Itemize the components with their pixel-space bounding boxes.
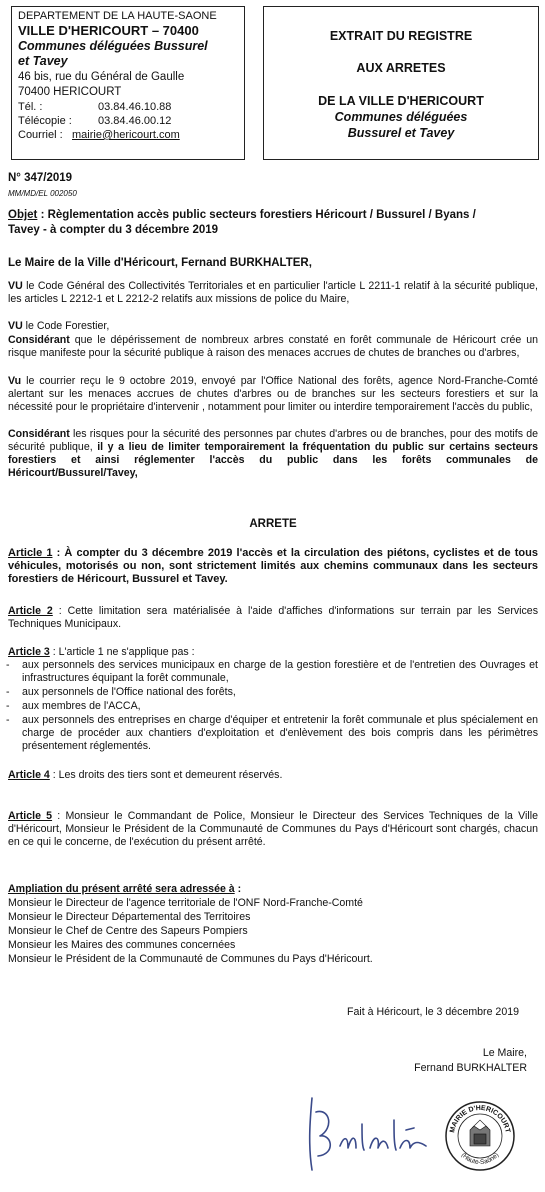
reference-code: MM/MD/EL 002050 [8, 189, 77, 198]
distribution-recipient: Monsieur le Directeur de l'agence territoriale de l'ONF Nord-Franche-Comté [8, 897, 363, 909]
register-extract-box [263, 6, 539, 160]
list-dash: - [6, 700, 10, 712]
article-3-text: : L'article 1 ne s'applique pas : [49, 646, 195, 658]
register-title-line4: Communes déléguées [334, 110, 468, 124]
email-link[interactable]: mairie@hericourt.com [72, 129, 180, 141]
signatory-name: Fernand BURKHALTER [414, 1062, 527, 1074]
considerant-keyword: Considérant [8, 428, 70, 440]
signatory-role: Le Maire, [482, 1047, 527, 1059]
article-4 [8, 769, 538, 782]
article-3-label: Article 3 [8, 646, 50, 658]
article-1-label: Article 1 [8, 547, 53, 559]
phone-value: 03.84.46.10.88 [98, 101, 172, 113]
distribution-heading [8, 883, 538, 896]
subject-label: Objet [8, 209, 38, 221]
article-5-text: : Monsieur le Commandant de Police, Monsieur le Directeur des Services Techniques de la Ville d'Héricourt, Monsieur le Président de la Communauté de Communes du Pays d'Héricourt sont chargés, chacun en ce qui le concerne, de l'exécution du présent arrêté. [8, 810, 538, 848]
city-name: VILLE D'HERICOURT – 70400 [18, 23, 199, 38]
exemption-item: aux membres de l'ACCA, [22, 700, 141, 712]
subject-text1: : Règlementation accès public secteurs forestiers Héricourt / Bussurel / Byans / [37, 209, 476, 221]
article-5 [8, 810, 538, 849]
delegated-communes-line1: Communes déléguées Bussurel [18, 39, 208, 53]
distribution-title: Ampliation du présent arrêté sera adressée à [8, 883, 235, 895]
preamble-vu-forestier [8, 320, 538, 333]
mayor-intro: Le Maire de la Ville d'Héricourt, Fernand BURKHALTER, [8, 257, 312, 269]
seal-top-text: MAIRIE D'HERICOURT [449, 1104, 511, 1134]
distribution-recipient: Monsieur le Chef de Centre des Sapeurs Pompiers [8, 925, 248, 937]
preamble-vu-courrier [8, 375, 538, 414]
article-4-label: Article 4 [8, 769, 50, 781]
phone-label: Tél. : [18, 101, 43, 113]
register-title-line3: DE LA VILLE D'HERICOURT [318, 94, 484, 108]
register-title-line1: EXTRAIT DU REGISTRE [329, 29, 473, 43]
address-line2: 70400 HERICOURT [18, 86, 122, 98]
municipality-header-box [11, 6, 245, 160]
article-1 [8, 547, 538, 586]
distribution-recipient: Monsieur les Maires des communes concernées [8, 939, 236, 951]
subject-line1 [8, 209, 538, 222]
preamble-vu-cgct [8, 280, 538, 306]
subject-line2: Tavey - à compter du 3 décembre 2019 [8, 224, 219, 236]
vu-courrier-text: le courrier reçu le 9 octobre 2019, envoyé par l'Office National des forêts, agence Nord-Franche-Comté alertant sur les menaces accrues de chutes d'arbres ou de branches sur les secteurs forestiers et sur la nécessité pour le propriétaire d'intervenir , notamment pour limiter ou interdire temporairement l'accès du public, [8, 375, 538, 413]
article-2-label: Article 2 [8, 605, 53, 617]
list-dash: - [6, 714, 10, 726]
seal-emblem [470, 1120, 490, 1146]
fax-value: 03.84.46.00.12 [98, 115, 172, 127]
official-stamp-seal [444, 1100, 516, 1172]
distribution-recipient: Monsieur le Président de la Communauté de Communes du Pays d'Héricourt. [8, 953, 373, 965]
vu-cgct-text: le Code Général des Collectivités Territoriales et en particulier l'article L 2211-1 relatif à la sécurité publique, les articles L 2212-1 et L 2212-2 relatifs aux missions de police du Maire, [8, 280, 538, 305]
arrete-heading: ARRETE [249, 518, 297, 530]
article-2-text: : Cette limitation sera matérialisée à l'aide d'affiches d'informations sur terrain par les Services Techniques Municipaux. [8, 605, 538, 630]
considerant-keyword: Considérant [8, 334, 70, 346]
exemption-item: aux personnels des services municipaux en charge de la gestion forestière et de l'entretien des Ouvrages et infrastructures équipant la forêt communale, [22, 659, 538, 684]
preamble-considerant-1 [8, 334, 538, 360]
register-title-line2: AUX ARRETES [356, 61, 446, 75]
delegated-communes-line2: et Tavey [18, 54, 68, 68]
list-dash: - [6, 686, 10, 698]
considerant-1-text: que le dépérissement de nombreux arbres constaté en forêt communale de Héricourt crée un risque manifeste pour la sécurité publique à raison des menaces accrues de chutes de branches ou d'arbres, [8, 334, 538, 359]
article-1-text: : À compter du 3 décembre 2019 l'accès et la circulation des piétons, cyclistes et de tous véhicules, motorisés ou non, sont strictement limités aux chemins communaux dans les secteurs forestiers de Héricourt, Bussurel et Tavey. [8, 547, 538, 585]
exemption-item: aux personnels des entreprises en charge d'équiper et entretenir la forêt communale et plus spécialement en charge de procéder aux chantiers d'exploitation et d'enlèvement des bois compris dans les périmètres présentement réglementés. [22, 714, 538, 752]
place-and-date: Fait à Héricourt, le 3 décembre 2019 [347, 1006, 519, 1018]
exemption-item: aux personnels de l'Office national des forêts, [22, 686, 236, 698]
vu-forestier-text: le Code Forestier, [22, 320, 110, 332]
svg-text:(Haute-Saône) [460, 1152, 501, 1166]
distribution-colon: : [234, 883, 242, 895]
vu-keyword: VU [8, 320, 23, 332]
considerant-2-text: les risques pour la sécurité des personnes par chutes d'arbres ou de branches, pour des motifs de sécurité publique, [8, 428, 538, 453]
fax-label: Télécopie : [18, 115, 72, 127]
article-5-label: Article 5 [8, 810, 53, 822]
preamble-considerant-2 [8, 428, 538, 480]
article-4-text: : Les droits des tiers sont et demeurent réservés. [49, 769, 283, 781]
seal-bottom-text: (Haute-Saône) [459, 1151, 501, 1167]
list-dash: - [6, 659, 10, 671]
handwritten-signature [290, 1090, 450, 1180]
vu-keyword: VU [8, 280, 23, 292]
address-line1: 46 bis, rue du Général de Gaulle [18, 71, 185, 83]
article-3 [8, 646, 538, 659]
distribution-recipient: Monsieur le Directeur Départemental des Territoires [8, 911, 251, 923]
register-title-line5: Bussurel et Tavey [347, 126, 455, 140]
vu-keyword: Vu [8, 375, 22, 387]
article-2 [8, 605, 538, 631]
department-name: DEPARTEMENT DE LA HAUTE-SAONE [18, 10, 217, 22]
email-label: Courriel : [18, 129, 63, 141]
decree-number: N° 347/2019 [8, 172, 73, 184]
considerant-2-conclusion: il y a lieu de limiter temporairement la fréquentation du public sur certains secteurs forestiers et ainsi réglementer l'accès du public dans les forêts communales de Héricourt/Bussurel/Tavey, [8, 441, 538, 479]
